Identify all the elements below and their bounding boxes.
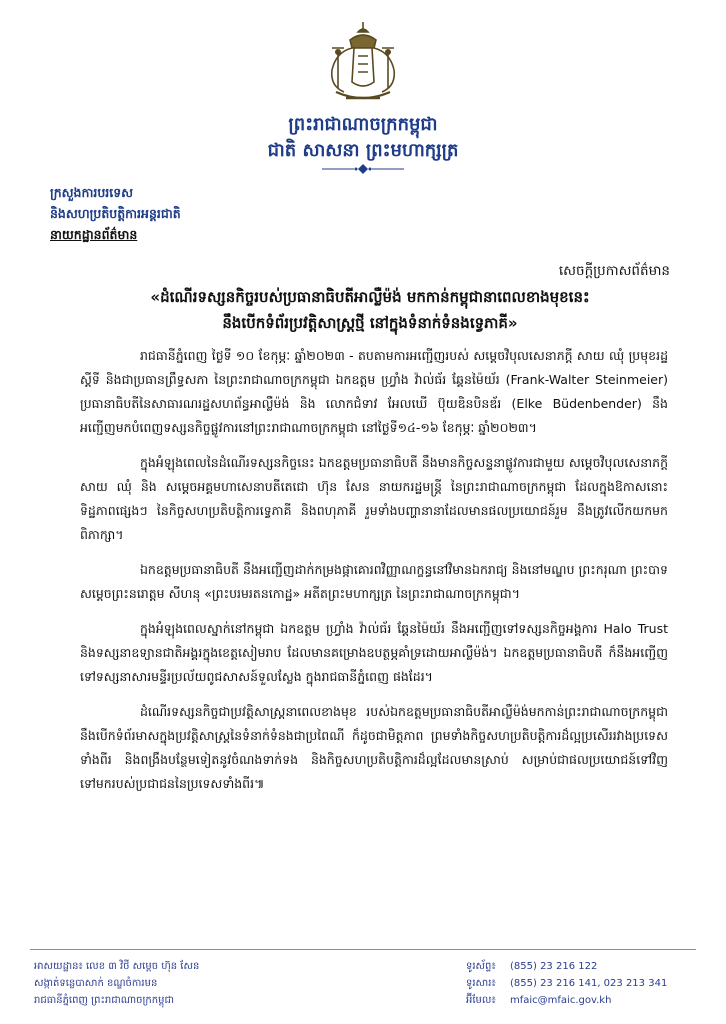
paragraph-5: ដំណើរទស្សនកិច្ចជាប្រវត្តិសាស្ត្រនាពេលខាងមុខ របស់ឯកឧត្តមប្រធានាធិបតីអាល្លឺម៉ង់មកកាន់ព្រះរាជាណាចក្រកម្ពុជា នឹងបើកទំព័រមាសក្នុងប្រវត្តិសាស្ត្រនៃទំនាក់ទំនងជាប្រពៃណី ក៏ដូចជាមិត្តភាព ព្រមទាំងកិច្ចសហប្រតិបត្តិការដ៏ល្អប្រសើររវាងប្រទេសទាំងពីរ និងពង្រឹងបន្ថែមទៀតនូវចំណងទាក់ទង និងកិច្ចសហប្រតិបត្តិការដ៏ល្អដែលមានស្រាប់ សម្រាប់ជាផលប្រយោជន៍ទៅវិញទៅមករបស់ប្រជាជននៃប្រទេសទាំងពីរ៕	[80, 704, 668, 791]
footer-address	[34, 958, 374, 1009]
address-line-1: អាសយដ្ឋាន៖ លេខ ៣ វិថី សម្តេច ហ៊ុន សែន	[34, 961, 200, 972]
phone-row	[466, 958, 718, 975]
headline	[60, 284, 680, 336]
kingdom-name: ព្រះរាជាណាចក្រកម្ពុជា	[288, 114, 438, 135]
headline-line-2: នឹងបើកទំព័រប្រវត្តិសាស្ត្រថ្មី នៅក្នុងទំនាក់ទំនងទ្វេភាគី»	[222, 314, 518, 332]
paragraph-2: ក្នុងអំឡុងពេលនៃដំណើរទស្សនកិច្ចនេះ ឯកឧត្តមប្រធានាធិបតី នឹងមានកិច្ចសន្ទនាផ្លូវការជាមួយ សម្តេចវិបុលសេនាភក្តី សាយ ឈុំ និង សម្តេចអគ្គមហាសេនាបតីតេជោ ហ៊ុន សែន នាយករដ្ឋមន្ត្រី នៃព្រះរាជាណាចក្រកម្ពុជា ដែលក្នុងឱកាសនោះ ទិដ្ឋភាពផ្សេងៗ នៃកិច្ចសហប្រតិបត្តិការទ្វេភាគី និងពហុភាគី រួមទាំងបញ្ហានានាដែលមានផលប្រយោជន៍រួម នឹងត្រូវលើកយកមកពិភាក្សា។	[80, 455, 668, 542]
body-text	[80, 344, 668, 807]
address-line-3: រាជធានីភ្នំពេញ ព្រះរាជាណាចក្រកម្ពុជា	[34, 995, 174, 1006]
footer-contacts	[466, 958, 718, 1009]
paragraph-4: ក្នុងអំឡុងពេលស្នាក់នៅកម្ពុជា ឯកឧត្តម ហ្វ្រាំង វ៉ាល់ធ័រ ឆ្តែនម៉ៃយ័រ នឹងអញ្ជើញទៅទស្សនកិច្ចអង្គការ Halo Trust និងទស្សនាឧទ្យានជាតិអង្គរក្នុងខេត្តសៀមរាប ដែលមានគម្រោងឧបត្ថម្ភគាំទ្រដោយអាល្លឺម៉ង់។ ឯកឧត្តមប្រធានាធិបតី ក៏នឹងអញ្ជើញទៅទស្សនាសារមន្ទីរប្រល័យពូជសាសន៍ទួលស្លែង ក្នុងរាជធានីភ្នំពេញ ផងដែរ។	[80, 621, 668, 684]
fax-row	[466, 975, 718, 992]
ornament-divider-icon	[318, 163, 408, 175]
email-row	[466, 992, 718, 1009]
phone-label: ទូរស័ព្ទ៖	[466, 961, 496, 972]
address-line-2: សង្កាត់ទន្លេបាសាក់ ខណ្ឌចំការមន	[34, 978, 158, 989]
national-motto: ជាតិ សាសនា ព្រះមហាក្សត្រ	[267, 140, 459, 161]
ministry-name: ក្រសួងការបរទេស	[50, 185, 134, 200]
fax-number: (855) 23 216 141, 023 213 341	[510, 978, 668, 989]
email-address[interactable]: mfaic@mfaic.gov.kh	[510, 995, 612, 1006]
headline-line-1: «ដំណើរទស្សនកិច្ចរបស់ប្រធានាធិបតីអាល្លឺម៉ង់ មកកាន់កម្ពុជានាពេលខាងមុខនេះ	[150, 288, 590, 306]
footer-divider	[30, 949, 696, 950]
department-name: នាយកដ្ឋានព័ត៌មាន	[50, 227, 138, 242]
email-label: អ៊ីមែល៖	[466, 995, 496, 1006]
royal-coat-of-arms-icon	[318, 18, 408, 110]
document-type: សេចក្តីប្រកាសព័ត៌មាន	[558, 263, 670, 279]
fax-label: ទូរសារ៖	[466, 978, 496, 989]
issuer-block	[50, 182, 290, 245]
phone-number: (855) 23 216 122	[510, 961, 598, 972]
paragraph-3: ឯកឧត្តមប្រធានាធិបតី នឹងអញ្ជើញដាក់កម្រងផ្កាគោរពវិញ្ញាណក្ខន្ធនៅវិមានឯករាជ្យ និងនៅមណ្ឌប ព្រះករុណា ព្រះបាទសម្តេចព្រះនរោត្តម សីហនុ «ព្រះបរមរតនកោដ្ឋ» អតីតព្រះមហាក្សត្រ នៃព្រះរាជាណាចក្រកម្ពុជា។	[80, 562, 668, 601]
paragraph-1: រាជធានីភ្នំពេញ ថ្ងៃទី ១០ ខែកុម្ភៈ ឆ្នាំ២០២៣ - តបតាមការអញ្ជើញរបស់ សម្តេចវិបុលសេនាភក្តី សាយ ឈុំ ប្រមុខរដ្ឋស្តីទី និងជាប្រធានព្រឹទ្ធសភា នៃព្រះរាជាណាចក្រកម្ពុជា ឯកឧត្តម ហ្វ្រាំង វ៉ាល់ធ័រ ឆ្តែនម៉ៃយ័រ (Frank-Walter Steinmeier) ប្រធានាធិបតីនៃសាធារណរដ្ឋសហព័ន្ធអាល្លឺម៉ង់ និង លោកជំទាវ អែលឃើ ប៊ុយឌិនបិនឌ័រ (Elke Büdenbender) នឹងអញ្ជើញមកបំពេញទស្សនកិច្ចផ្លូវការនៅព្រះរាជាណាចក្រកម្ពុជា នៅថ្ងៃទី១៤-១៦ ខែកុម្ភៈ ឆ្នាំ២០២៣។	[80, 348, 668, 435]
ministry-name-cont: និងសហប្រតិបត្តិការអន្តរជាតិ	[50, 206, 181, 221]
